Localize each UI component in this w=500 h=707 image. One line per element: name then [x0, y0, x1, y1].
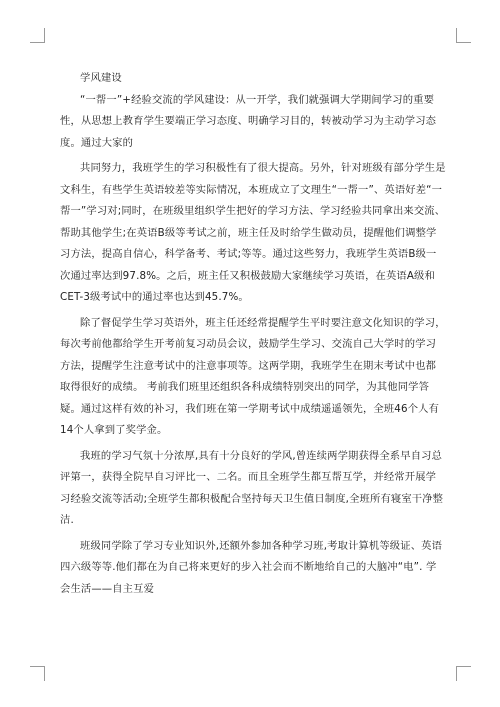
- paragraph-4: 我班的学习气氛十分浓厚,具有十分良好的学风,曾连续两学期获得全系早自习总评第一，获得全院早自习评比一、二名。而且全班学生都互帮互学，并经常开展学习经验交流等活动;全班学生都积极配合坚持每天卫生值日制度,全班所有寝室干净整洁.: [60, 449, 444, 526]
- crop-mark-top-right: [456, 28, 471, 43]
- crop-mark-top-left: [30, 28, 45, 43]
- document-body: [60, 68, 446, 600]
- paragraph-1: “一帮一”+经验交流的学风建设：从一开学，我们就强调大学期间学习的重要性，从思想上教育学生要端正学习态度、明确学习目的，转被动学习为主动学习态度。通过大家的: [60, 93, 437, 149]
- paragraph-3: 除了督促学生学习英语外，班主任还经常提醒学生平时要注意文化知识的学习，每次考前他都给学生开考前复习动员会议，鼓励学生学习、交流自己大学时的学习方法，提醒学生注意考试中的注意事项等。这两学期，我班学生在期末考试中也都取得很好的成绩。 考前我们班里还组织各科成绩特别突出的同学，为其他同学答疑。通过这样有效的补习，我们班在第一学期考试中成绩遥遥领先，全班46个人有14个人拿到了奖学金。: [60, 316, 446, 436]
- document-title: 学风建设: [80, 72, 122, 84]
- crop-mark-bottom-right: [456, 666, 471, 681]
- paragraph-5: 班级同学除了学习专业知识外,还额外参加各种学习班,考取计算机等级证、英语四六级等等.他们都在为自己将来更好的步入社会而不断地给自己的大脑冲“电”. 学会生活——自主互爱: [60, 539, 443, 595]
- crop-mark-bottom-left: [30, 666, 45, 681]
- paragraph-2: 共同努力，我班学生的学习积极性有了很大提高。另外，针对班级有部分学生是文科生，有些学生英语较差等实际情况，本班成立了文理生“一帮一”、英语好差“一帮一”学习对;同时，在班级里组织学生把好的学习方法、学习经验共同拿出来交流、帮助其他学生;在英语B级等考试之前，班主任及时给学生做动员，提醒他们调整学习方法，提高自信心，科学备考、考试;等等。通过这些努力，我班学生英语B级一次通过率达到97.8%。之后，班主任又积极鼓励大家继续学习英语，在英语A级和CET-3级考试中的通过率也达到45.7%。: [60, 162, 446, 303]
